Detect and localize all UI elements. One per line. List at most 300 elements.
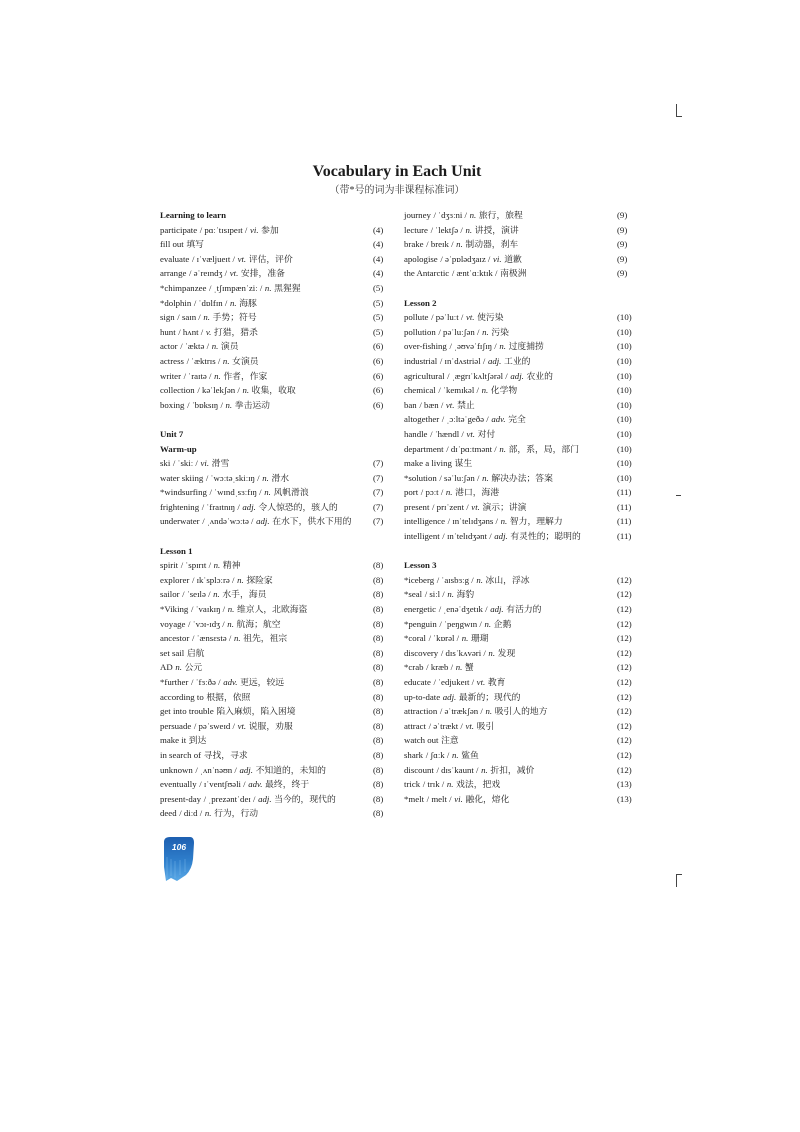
entry-meaning: 更远，较远 (240, 677, 285, 687)
entry-part-of-speech: n. (211, 341, 219, 352)
right-column (404, 208, 636, 806)
entry-part-of-speech: n. (175, 662, 182, 673)
entry-meaning: 演员 (220, 341, 239, 352)
entry-part-of-speech: n. (225, 399, 233, 410)
entry-page-ref: (4) (373, 224, 384, 235)
entry-part-of-speech: n. (451, 749, 459, 760)
entry-meaning: 行为，行动 (214, 808, 259, 819)
vocab-entry (404, 763, 636, 778)
entry-word: over-fishing (404, 341, 447, 352)
entry-word: fill out (160, 239, 184, 250)
vocab-entry (404, 412, 636, 427)
entry-meaning: 吸引 (476, 720, 495, 731)
entry-meaning: 冰山，浮冰 (485, 574, 530, 585)
entry-phonetic: / siːl / (424, 589, 445, 600)
entry-phonetic: / pɑːˈtɪsɪpeɪt / (199, 224, 248, 235)
entry-page-ref: (8) (373, 618, 384, 629)
entry-phonetic: / ʃɑːk / (425, 749, 450, 760)
entry-phonetic: / ɪkˈsplɔːrə / (191, 574, 235, 585)
entry-part-of-speech: n. (447, 589, 454, 600)
entry-page-ref: (10) (617, 399, 632, 410)
entry-word: altogether (404, 414, 440, 425)
entry-meaning: 到达 (188, 735, 207, 746)
entry-page-ref: (8) (373, 735, 384, 746)
entry-page-ref: (4) (373, 268, 384, 279)
vocab-entry (404, 675, 636, 690)
entry-part-of-speech: vt. (471, 501, 480, 512)
entry-page-ref: (13) (617, 779, 632, 790)
entry-phonetic: / ˈænsɛstə / (191, 633, 232, 644)
vocab-entry (404, 646, 636, 661)
entry-phonetic: / ˈdɒlfɪn / (193, 297, 228, 308)
entry-phonetic: / əˈtrækt / (428, 720, 463, 731)
vocab-entry (404, 456, 636, 471)
vocab-entry (160, 617, 392, 632)
entry-part-of-speech: n. (264, 487, 271, 498)
entry-meaning: 珊瑚 (470, 633, 489, 644)
vocab-entry (160, 602, 392, 617)
entry-part-of-speech: n. (488, 647, 496, 658)
entry-meaning: 不知道的，未知的 (255, 764, 326, 775)
entry-part-of-speech: n. (482, 472, 489, 483)
entry-word: educate (404, 677, 431, 687)
vocab-entry (404, 485, 636, 500)
entry-word: sign (160, 312, 175, 323)
vocab-entry (160, 471, 392, 486)
vocab-entry (160, 325, 392, 340)
entry-meaning: 部，系，局，部门 (508, 443, 579, 454)
entry-part-of-speech: n. (204, 808, 212, 819)
entry-meaning: 收集，收取 (251, 385, 296, 396)
entry-word: actress (160, 355, 184, 366)
entry-phonetic: / əˈtrækʃən / (439, 706, 483, 717)
entry-phonetic: / ɪnˈdʌstriəl / (439, 355, 486, 366)
entry-meaning: 禁止 (457, 399, 475, 410)
vocab-entry (160, 748, 392, 763)
entry-page-ref: (12) (617, 574, 632, 585)
entry-word: the Antarctic (404, 268, 450, 279)
entry-page-ref: (5) (373, 297, 384, 308)
entry-meaning: 过度捕捞 (508, 341, 544, 352)
vocab-entry (160, 806, 392, 821)
entry-part-of-speech: vt. (229, 268, 239, 279)
entry-page-ref: (7) (373, 516, 384, 527)
entry-part-of-speech: n. (445, 487, 453, 498)
vocab-entry (160, 252, 392, 267)
vocab-group (160, 544, 392, 821)
entry-meaning: 航海；航空 (236, 618, 281, 629)
entry-meaning: 发现 (497, 647, 516, 658)
entry-page-ref: (10) (617, 472, 632, 483)
entry-part-of-speech: n. (499, 443, 506, 454)
entry-meaning: 南极洲 (500, 268, 527, 279)
entry-page-ref: (10) (617, 370, 632, 381)
entry-part-of-speech: n. (455, 662, 463, 673)
entry-word: *penguin (404, 618, 437, 629)
vocab-entry (160, 456, 392, 471)
entry-page-ref: (11) (617, 531, 632, 542)
vocab-entry (404, 631, 636, 646)
entry-page-ref: (12) (617, 735, 632, 746)
vocab-entry (404, 427, 636, 442)
entry-meaning: 精神 (222, 560, 241, 571)
entry-part-of-speech: vt. (465, 720, 475, 731)
vocab-entry (160, 354, 392, 369)
entry-phonetic: / əˈreɪndʒ / (189, 268, 228, 279)
entry-meaning: 有活力的 (506, 604, 542, 615)
entry-page-ref: (8) (373, 589, 384, 600)
entry-phonetic: / trɪk / (422, 779, 445, 790)
entry-phonetic: / ˈwɪndˌsɜːfɪŋ / (209, 487, 262, 498)
entry-word: eventually (160, 779, 197, 790)
entry-phonetic: / ˌɔːltəˈgeðə / (441, 414, 489, 425)
vocab-entry (160, 383, 392, 398)
entry-word: set sail (160, 647, 185, 658)
entry-part-of-speech: adj. (487, 355, 502, 366)
vocab-entry (160, 690, 392, 705)
entry-page-ref: (8) (373, 647, 384, 658)
vocab-entry (404, 733, 636, 748)
entry-page-ref: (8) (373, 749, 384, 760)
entry-word: persuade (160, 720, 192, 731)
entry-meaning: 打猎，猎杀 (213, 326, 258, 337)
entry-word: writer (160, 370, 182, 381)
entry-word: ancestor (160, 633, 190, 644)
entry-page-ref: (12) (617, 691, 632, 702)
vocab-entry (160, 296, 392, 311)
entry-page-ref: (5) (373, 326, 384, 337)
entry-phonetic: / hʌnt / (178, 326, 204, 337)
vocab-entry (404, 690, 636, 705)
entry-meaning: 有灵性的；聪明的 (510, 531, 581, 542)
entry-word: trick (404, 779, 421, 790)
entry-word: pollution (404, 326, 436, 337)
entry-phonetic: / bæn / (419, 399, 444, 410)
vocab-entry (404, 617, 636, 632)
vocab-entry (404, 252, 636, 267)
entry-word: intelligence (404, 516, 446, 527)
entry-meaning: 折扣，减价 (490, 764, 535, 775)
entry-meaning: 演示；讲演 (482, 501, 527, 512)
entry-word: port (404, 487, 419, 498)
entry-word: deed (160, 808, 177, 819)
entry-meaning: 风帆滑浪 (273, 487, 309, 498)
vocab-entry (160, 733, 392, 748)
entry-word: unknown (160, 764, 193, 775)
entry-part-of-speech: vt. (466, 428, 475, 439)
entry-page-ref: (5) (373, 282, 384, 293)
entry-word: in search of (160, 749, 202, 760)
vocab-entry (160, 369, 392, 384)
entry-part-of-speech: vi. (454, 793, 463, 804)
entry-phonetic: / dɪsˈkaunt / (436, 764, 479, 775)
entry-meaning: 启航 (186, 647, 205, 658)
vocab-entry (160, 763, 392, 778)
entry-meaning: 海豹 (456, 589, 475, 600)
entry-page-ref: (12) (617, 589, 632, 600)
entry-word: *Viking (160, 604, 189, 615)
entry-meaning: 化学物 (490, 385, 518, 396)
entry-page-ref: (8) (373, 677, 384, 687)
crop-mark-top (676, 104, 682, 117)
entry-word: ban (404, 399, 417, 410)
vocab-entry (160, 704, 392, 719)
entry-phonetic: / ˈfraɪtnɪŋ / (201, 501, 240, 512)
vocab-entry (160, 587, 392, 602)
entry-part-of-speech: n. (242, 385, 250, 396)
entry-word: *seal (404, 589, 423, 600)
entry-meaning: 黑猩猩 (274, 282, 301, 293)
entry-phonetic: / ˈæktrɪs / (186, 355, 221, 366)
entry-word: *dolphin (160, 297, 192, 308)
entry-part-of-speech: n. (461, 633, 469, 644)
entry-phonetic: / ˌtʃɪmpænˈziː / (209, 282, 263, 293)
entry-page-ref: (8) (373, 706, 384, 717)
entry-part-of-speech: n. (481, 764, 488, 775)
entry-word: frightening (160, 501, 200, 512)
entry-page-ref: (8) (373, 793, 384, 804)
entry-part-of-speech: adj. (490, 604, 504, 615)
entry-word: attraction (404, 706, 438, 717)
entry-part-of-speech: n. (214, 370, 221, 381)
entry-meaning: 说服，劝服 (248, 720, 293, 731)
vocab-group (404, 558, 636, 806)
vocab-entry (404, 369, 636, 384)
entry-meaning: 注意 (441, 735, 459, 746)
page-title: Vocabulary in Each Unit (312, 163, 482, 180)
entry-phonetic: / ˈdʒɜːni / (433, 210, 467, 220)
vocab-entry (160, 485, 392, 500)
entry-phonetic: / ɪnˈtelɪdʒəns / (447, 516, 498, 527)
entry-page-ref: (5) (373, 312, 384, 323)
vocab-entry (160, 281, 392, 296)
entry-part-of-speech: vt. (465, 312, 475, 323)
entry-phonetic: / ˈskiː / (172, 458, 198, 469)
entry-meaning: 滑雪 (211, 458, 230, 469)
left-column (160, 208, 392, 821)
entry-page-ref: (10) (617, 355, 632, 366)
vocab-entry (404, 573, 636, 588)
vocab-entry (404, 500, 636, 515)
entry-part-of-speech: adj. (242, 501, 256, 512)
vocab-entry (160, 514, 392, 529)
vocab-entry (160, 223, 392, 238)
vocab-entry (160, 266, 392, 281)
entry-phonetic: / pəˈluːʃən / (438, 326, 480, 337)
entry-meaning: 农业的 (526, 370, 553, 381)
entry-phonetic: / prɪˈzent / (432, 501, 469, 512)
entry-phonetic: / dɪˈpɑːtmənt / (446, 443, 497, 454)
entry-page-ref: (9) (617, 268, 628, 279)
vocab-entry (160, 500, 392, 515)
entry-meaning: 污染 (491, 326, 509, 337)
entry-word: water skiing (160, 472, 204, 483)
vocab-entry (160, 237, 392, 252)
entry-phonetic: / kəˈlekʃən / (197, 385, 240, 396)
vocab-entry (404, 325, 636, 340)
entry-page-ref: (12) (617, 647, 632, 658)
vocab-group (160, 208, 392, 412)
entry-meaning: 吸引人的地方 (494, 706, 548, 717)
entry-phonetic: / ˌægrɪˈkʌltʃərəl / (447, 370, 508, 381)
entry-part-of-speech: n. (229, 297, 237, 308)
vocab-entry (404, 719, 636, 734)
entry-word: shark (404, 749, 424, 760)
entry-word: evaluate (160, 253, 190, 264)
entry-part-of-speech: n. (465, 224, 473, 235)
vocab-entry (160, 675, 392, 690)
vocab-entry (404, 660, 636, 675)
entry-phonetic: / ɪˈventʃʊəli / (199, 779, 246, 790)
entry-meaning: 手势；符号 (212, 312, 257, 323)
entry-word: handle (404, 428, 428, 439)
entry-word: lecture (404, 224, 428, 235)
entry-word: arrange (160, 268, 187, 279)
entry-part-of-speech: vt. (445, 399, 455, 410)
entry-page-ref: (9) (617, 253, 628, 264)
entry-phonetic: / pəˈluːt / (431, 312, 464, 323)
entry-part-of-speech: n. (222, 355, 230, 366)
entry-word: AD (160, 662, 173, 673)
entry-part-of-speech: vi. (493, 253, 502, 264)
entry-meaning: 安排，准备 (240, 268, 285, 279)
entry-phonetic: / pəˈsweɪd / (193, 720, 235, 731)
entry-part-of-speech: n. (469, 210, 477, 220)
vocab-entry (404, 471, 636, 486)
entry-page-ref: (8) (373, 633, 384, 644)
entry-phonetic: / ˈspɪrɪt / (180, 560, 212, 571)
entry-part-of-speech: adv. (223, 677, 238, 687)
entry-word: ski (160, 458, 171, 469)
vocab-entry (160, 310, 392, 325)
entry-part-of-speech: vi. (249, 224, 259, 235)
entry-part-of-speech: adj. (494, 531, 508, 542)
entry-page-ref: (6) (373, 370, 384, 381)
entry-part-of-speech: adv. (248, 779, 263, 790)
vocab-entry (404, 704, 636, 719)
vocab-entry (404, 792, 636, 807)
entry-word: according to (160, 691, 204, 702)
page-number: 106 (171, 842, 187, 852)
entry-word: *windsurfing (160, 487, 207, 498)
entry-phonetic: / ˈvaɪkɪŋ / (190, 604, 226, 615)
entry-part-of-speech: adj. (442, 691, 457, 702)
entry-part-of-speech: n. (233, 633, 241, 644)
vocab-group (160, 427, 392, 529)
entry-part-of-speech: vt. (476, 677, 486, 687)
entry-page-ref: (8) (373, 574, 384, 585)
vocab-entry (404, 237, 636, 252)
entry-page-ref: (12) (617, 633, 632, 644)
entry-page-ref: (6) (373, 355, 384, 366)
entry-meaning: 完全 (508, 414, 526, 425)
entry-meaning: 海豚 (239, 297, 257, 308)
entry-page-ref: (8) (373, 720, 384, 731)
entry-word: spirit (160, 560, 179, 571)
vocab-entry (160, 558, 392, 573)
entry-meaning: 讲授，演讲 (474, 224, 519, 235)
entry-part-of-speech: adj. (258, 793, 272, 804)
entry-word: *further (160, 677, 189, 687)
entry-part-of-speech: v. (205, 326, 212, 337)
entry-phonetic: / ˈkemɪkəl / (438, 385, 479, 396)
entry-page-ref: (13) (617, 793, 632, 804)
section-heading: Lesson 3 (404, 560, 437, 571)
entry-word: boxing (160, 399, 185, 410)
entry-part-of-speech: vt. (237, 253, 247, 264)
entry-phonetic: / ˈwɔːtəˌskiːɪŋ / (205, 472, 260, 483)
entry-phonetic: / ˈlektʃə / (430, 224, 463, 235)
entry-meaning: 寻找，寻求 (203, 749, 248, 760)
entry-part-of-speech: vi. (200, 458, 210, 469)
entry-part-of-speech: n. (203, 312, 210, 323)
entry-part-of-speech: n. (237, 574, 244, 585)
entry-meaning: 工业的 (504, 355, 531, 366)
crop-mark-middle (676, 495, 681, 496)
entry-page-ref: (6) (373, 341, 384, 352)
entry-meaning: 企鹅 (493, 618, 512, 629)
vocab-entry (404, 442, 636, 457)
entry-page-ref: (10) (617, 341, 632, 352)
entry-meaning: 融化，熔化 (465, 793, 510, 804)
entry-meaning: 鲨鱼 (461, 749, 479, 760)
entry-word: underwater (160, 516, 200, 527)
entry-meaning: 滑水 (271, 472, 290, 483)
section-heading: Warm-up (160, 443, 197, 454)
entry-phonetic: / æntˈɑːktɪk / (451, 268, 498, 279)
entry-word: *solution (404, 472, 437, 483)
vocab-entry (404, 748, 636, 763)
entry-meaning: 旅行，旅程 (478, 210, 523, 220)
entry-phonetic: / ˈæktə / (180, 341, 210, 352)
entry-phonetic: / saɪn / (177, 312, 201, 323)
entry-word: actor (160, 341, 178, 352)
entry-word: *chimpanzee (160, 282, 207, 293)
entry-word: agricultural (404, 370, 445, 381)
entry-page-ref: (12) (617, 764, 632, 775)
entry-meaning: 填写 (186, 239, 204, 250)
entry-phonetic: / ˌʌnˈnəʊn / (195, 764, 237, 775)
vocab-entry (404, 587, 636, 602)
entry-page-ref: (10) (617, 414, 632, 425)
entry-meaning: 作者，作家 (223, 370, 268, 381)
vocab-entry (404, 223, 636, 238)
entry-meaning: 对付 (477, 428, 496, 439)
entry-page-ref: (9) (617, 210, 628, 220)
vocab-entry (404, 208, 636, 223)
entry-page-ref: (12) (617, 720, 632, 731)
entry-phonetic: / ˈvɔɪ-ɪdʒ / (188, 618, 225, 629)
section-heading: Lesson 1 (160, 545, 193, 556)
entry-phonetic: / ˈseɪlə / (182, 589, 211, 600)
entry-page-ref: (7) (373, 472, 384, 483)
vocab-entry (160, 398, 392, 413)
vocab-entry (404, 602, 636, 617)
entry-meaning: 解决办法；答案 (491, 472, 553, 483)
entry-page-ref: (8) (373, 691, 384, 702)
entry-phonetic: / pɔːt / (420, 487, 444, 498)
entry-part-of-speech: n. (213, 560, 221, 571)
entry-page-ref: (10) (617, 312, 632, 323)
vocab-entry (160, 339, 392, 354)
entry-page-ref: (8) (373, 808, 384, 819)
entry-meaning: 使污染 (477, 312, 504, 323)
entry-phonetic: / dɪsˈkʌvəri / (440, 647, 486, 658)
entry-page-ref: (7) (373, 487, 384, 498)
entry-word: watch out (404, 735, 439, 746)
entry-word: make a living (404, 458, 452, 469)
entry-part-of-speech: n. (476, 574, 483, 585)
